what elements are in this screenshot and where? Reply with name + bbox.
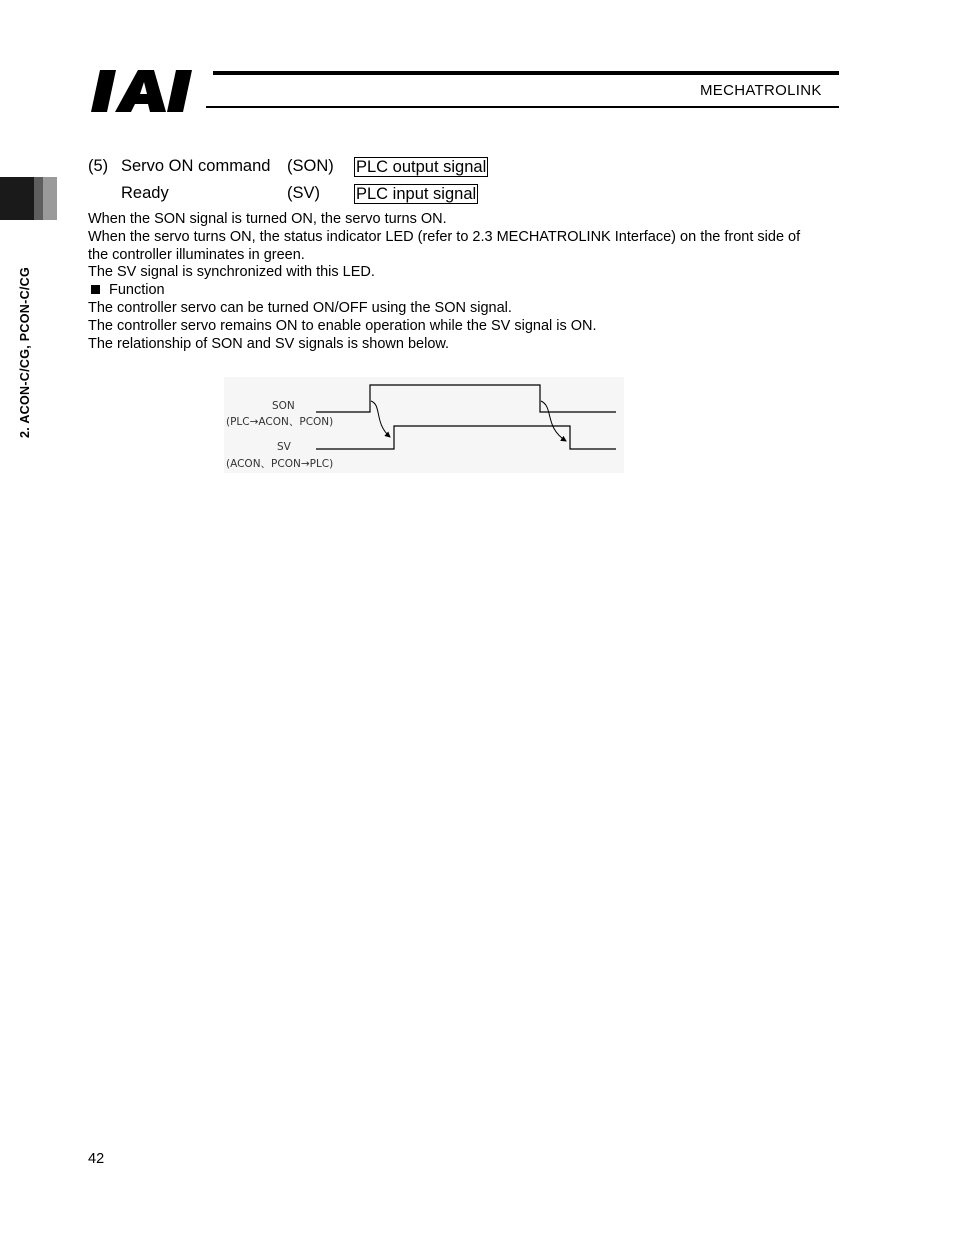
chapter-tab-dark [0,177,34,220]
signal1-type-box: PLC output signal [356,158,487,176]
chapter-tab-mid [34,177,43,220]
signal2-code: (SV) [287,184,320,202]
page-number: 42 [88,1151,105,1167]
chapter-tab-light [43,177,57,220]
body-line-2: When the servo turns ON, the status indicator LED (refer to 2.3 MECHATROLINK Interface) on the front side of [88,229,801,245]
function-line-2: The controller servo remains ON to enable operation while the SV signal is ON. [88,318,597,334]
function-line-1: The controller servo can be turned ON/OFF using the SON signal. [88,300,512,316]
signal1-name: Servo ON command [121,157,271,175]
body-line-3: the controller illuminates in green. [88,247,305,263]
chapter-side-label: 2. ACON-C/CG, PCON-C/CG [18,266,32,438]
son-sv-timing-diagram [224,377,624,473]
signal2-name: Ready [121,184,169,202]
body-line-1: When the SON signal is turned ON, the servo turns ON. [88,211,447,227]
bullet-square-icon [91,285,100,294]
function-heading [88,281,165,299]
header-rule-bottom [206,106,839,108]
logo-text: IAI [90,68,92,69]
son-label: SON [272,400,295,412]
header-title: MECHATROLINK [700,82,822,99]
iai-logo [90,68,210,114]
sv-label: SV [277,441,291,453]
signal2-type-box: PLC input signal [356,185,477,203]
function-heading-text: Function [109,282,165,298]
signal1-code: (SON) [287,157,334,175]
sv-sub-label: (ACON、PCON→PLC) [226,458,334,470]
body-line-4: The SV signal is synchronized with this LED. [88,264,375,280]
header-rule-top [213,71,839,75]
section-number: (5) [88,157,109,175]
son-sub-label: (PLC→ACON、PCON) [226,416,334,428]
function-line-3: The relationship of SON and SV signals is shown below. [88,336,450,352]
